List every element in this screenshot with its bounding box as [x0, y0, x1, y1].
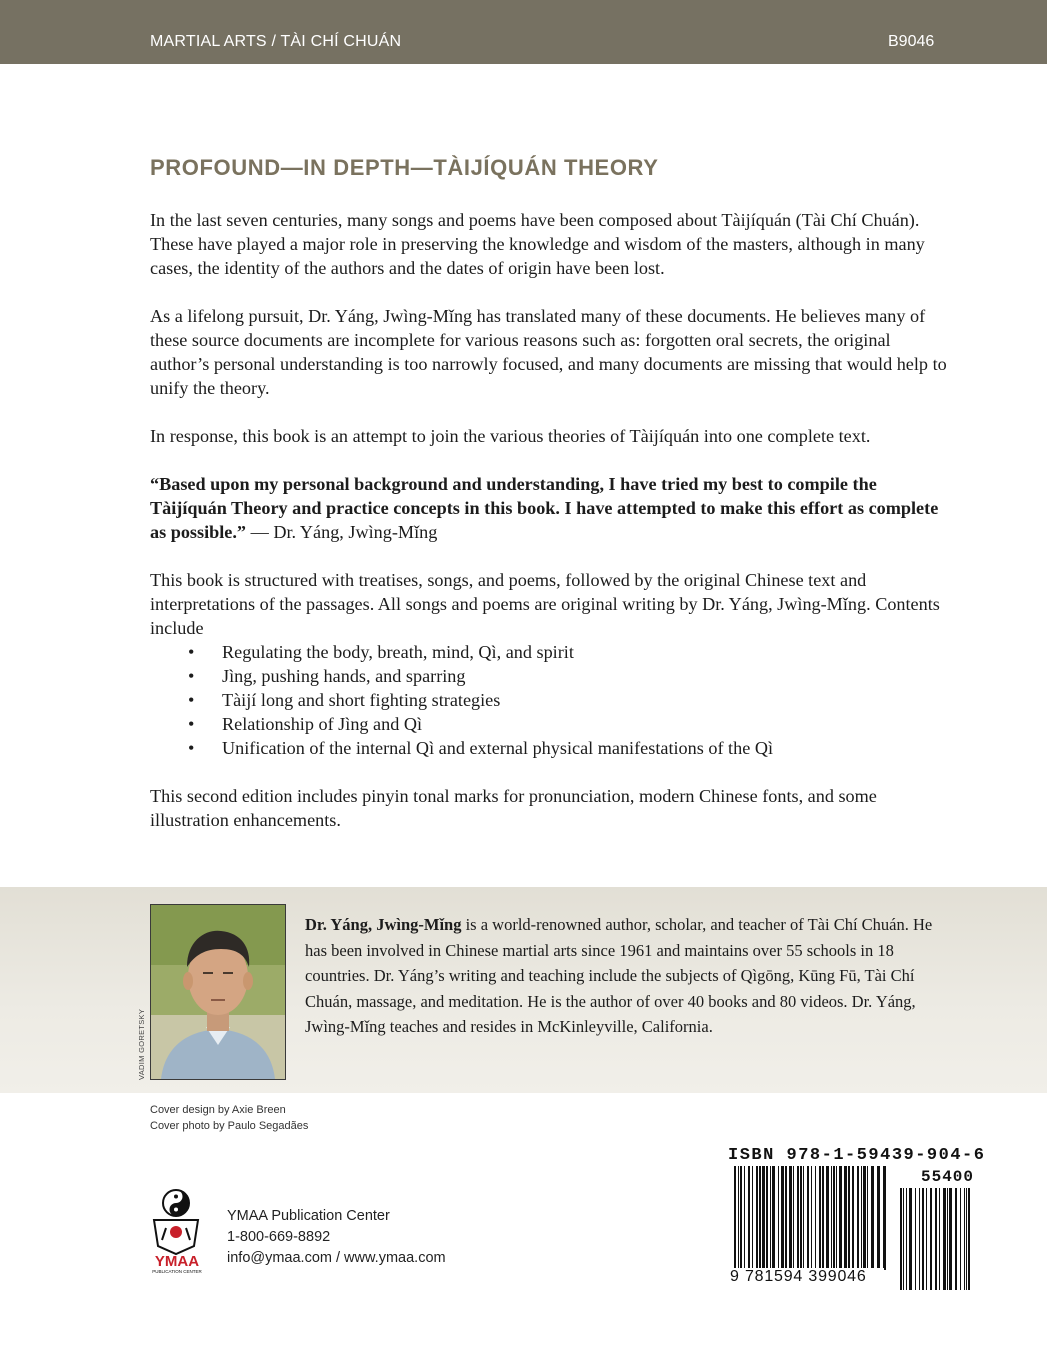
logo-text: YMAA — [154, 1253, 200, 1270]
category-label: MARTIAL ARTS / TÀI CHÍ CHUÁN — [150, 33, 402, 50]
cover-photo-credit: Cover photo by Paulo Segadães — [150, 1120, 309, 1132]
list-item — [188, 736, 950, 760]
cover-design-credit: Cover design by Axie Breen — [150, 1104, 286, 1116]
paragraph-5: This second edition includes pinyin tonal marks for pronunciation, modern Chinese fonts, and some illustration enhancements. — [150, 786, 877, 830]
quote-paragraph — [150, 472, 950, 544]
headline: PROFOUND—IN DEPTH—TÀIJÍQUÁN THEORY — [150, 155, 659, 180]
list-item — [188, 664, 950, 688]
list-item — [188, 688, 950, 712]
paragraph-4: This book is structured with treatises, songs, and poems, followed by the original Chinese text and interpretations of the passages. All songs and poems are original writing by Dr. Yáng, Jwìng-Mǐng. Contents include — [150, 570, 940, 638]
cover-credits — [150, 1102, 308, 1134]
bullet-icon: • — [188, 738, 195, 758]
list-item-text: Jìng, pushing hands, and sparring — [222, 666, 466, 686]
author-bio — [305, 912, 945, 1040]
description — [150, 208, 950, 856]
bullet-icon: • — [188, 642, 195, 662]
list-item — [188, 640, 950, 664]
list-item — [188, 712, 950, 736]
photo-credit-text: VADIM GORETSKY — [137, 1008, 146, 1080]
quote-attribution: — Dr. Yáng, Jwìng-Mǐng — [246, 522, 438, 542]
paragraph-3: In response, this book is an attempt to join the various theories of Tàijíquán into one complete text. — [150, 426, 871, 446]
author-bio-text: is a world-renowned author, scholar, and teacher of Tài Chí Chuán. He has been involved in Chinese martial arts since 1961 and maintains over 55 schools in 18 countries. Dr. Yáng’s writing and teaching include the subjects of Qìgōng, Kūng Fū, Tài Chí Chuán, massage, and meditation. He is the author of over 40 books and 80 videos. Dr. Yáng, Jwìng-Mǐng teaches and resides in McKinleyville, California. — [305, 915, 933, 1036]
list-item-text: Unification of the internal Qì and external physical manifestations of the Qì — [222, 738, 774, 758]
author-name: Dr. Yáng, Jwìng-Mǐng — [305, 915, 462, 934]
logo-subtext: PUBLICATION CENTER — [152, 1269, 202, 1274]
list-item-text: Regulating the body, breath, mind, Qì, and spirit — [222, 642, 574, 662]
paragraph-1: In the last seven centuries, many songs and poems have been composed about Tàijíquán (Tài Chí Chuán). These have played a major role in preserving the knowledge and wisdom of the masters, although in many cases, the identity of the authors and the dates of origin have been lost. — [150, 210, 925, 278]
bullet-icon: • — [188, 666, 195, 686]
list-item-text: Relationship of Jìng and Qì — [222, 714, 423, 734]
bullet-icon: • — [188, 690, 195, 710]
product-code: B9046 — [888, 33, 935, 50]
author-photo — [150, 904, 286, 1080]
bullet-icon: • — [188, 714, 195, 734]
barcode-addon-digits: 55400 — [898, 1168, 974, 1186]
quote-text: “Based upon my personal background and understanding, I have tried my best to compile the Tàijíquán Theory and practice concepts in this book. I have attempted to make this effort as complete as possible.” — [150, 474, 939, 542]
contents-list — [150, 640, 950, 760]
top-bar — [0, 0, 1047, 64]
publisher-phone: 1-800-669-8892 — [227, 1229, 331, 1245]
paragraph-2: As a lifelong pursuit, Dr. Yáng, Jwìng-Mǐng has translated many of these documents. He believes many of these source documents are incomplete for various reasons such as: forgotten oral secrets, the original author’s personal understanding is too narrowly focused, and many documents are missing that would help to unify the theory. — [150, 306, 947, 398]
publisher-contact: info@ymaa.com / www.ymaa.com — [227, 1250, 446, 1266]
barcode-digits: 9 781594 399046 — [728, 1268, 884, 1286]
publisher-name: YMAA Publication Center — [227, 1208, 390, 1224]
list-item-text: Tàijí long and short fighting strategies — [222, 690, 501, 710]
ymaa-logo — [148, 1188, 206, 1274]
isbn-label: ISBN 978-1-59439-904-6 — [728, 1146, 986, 1165]
photo-credit — [137, 1008, 149, 1160]
publisher-info — [227, 1206, 446, 1269]
